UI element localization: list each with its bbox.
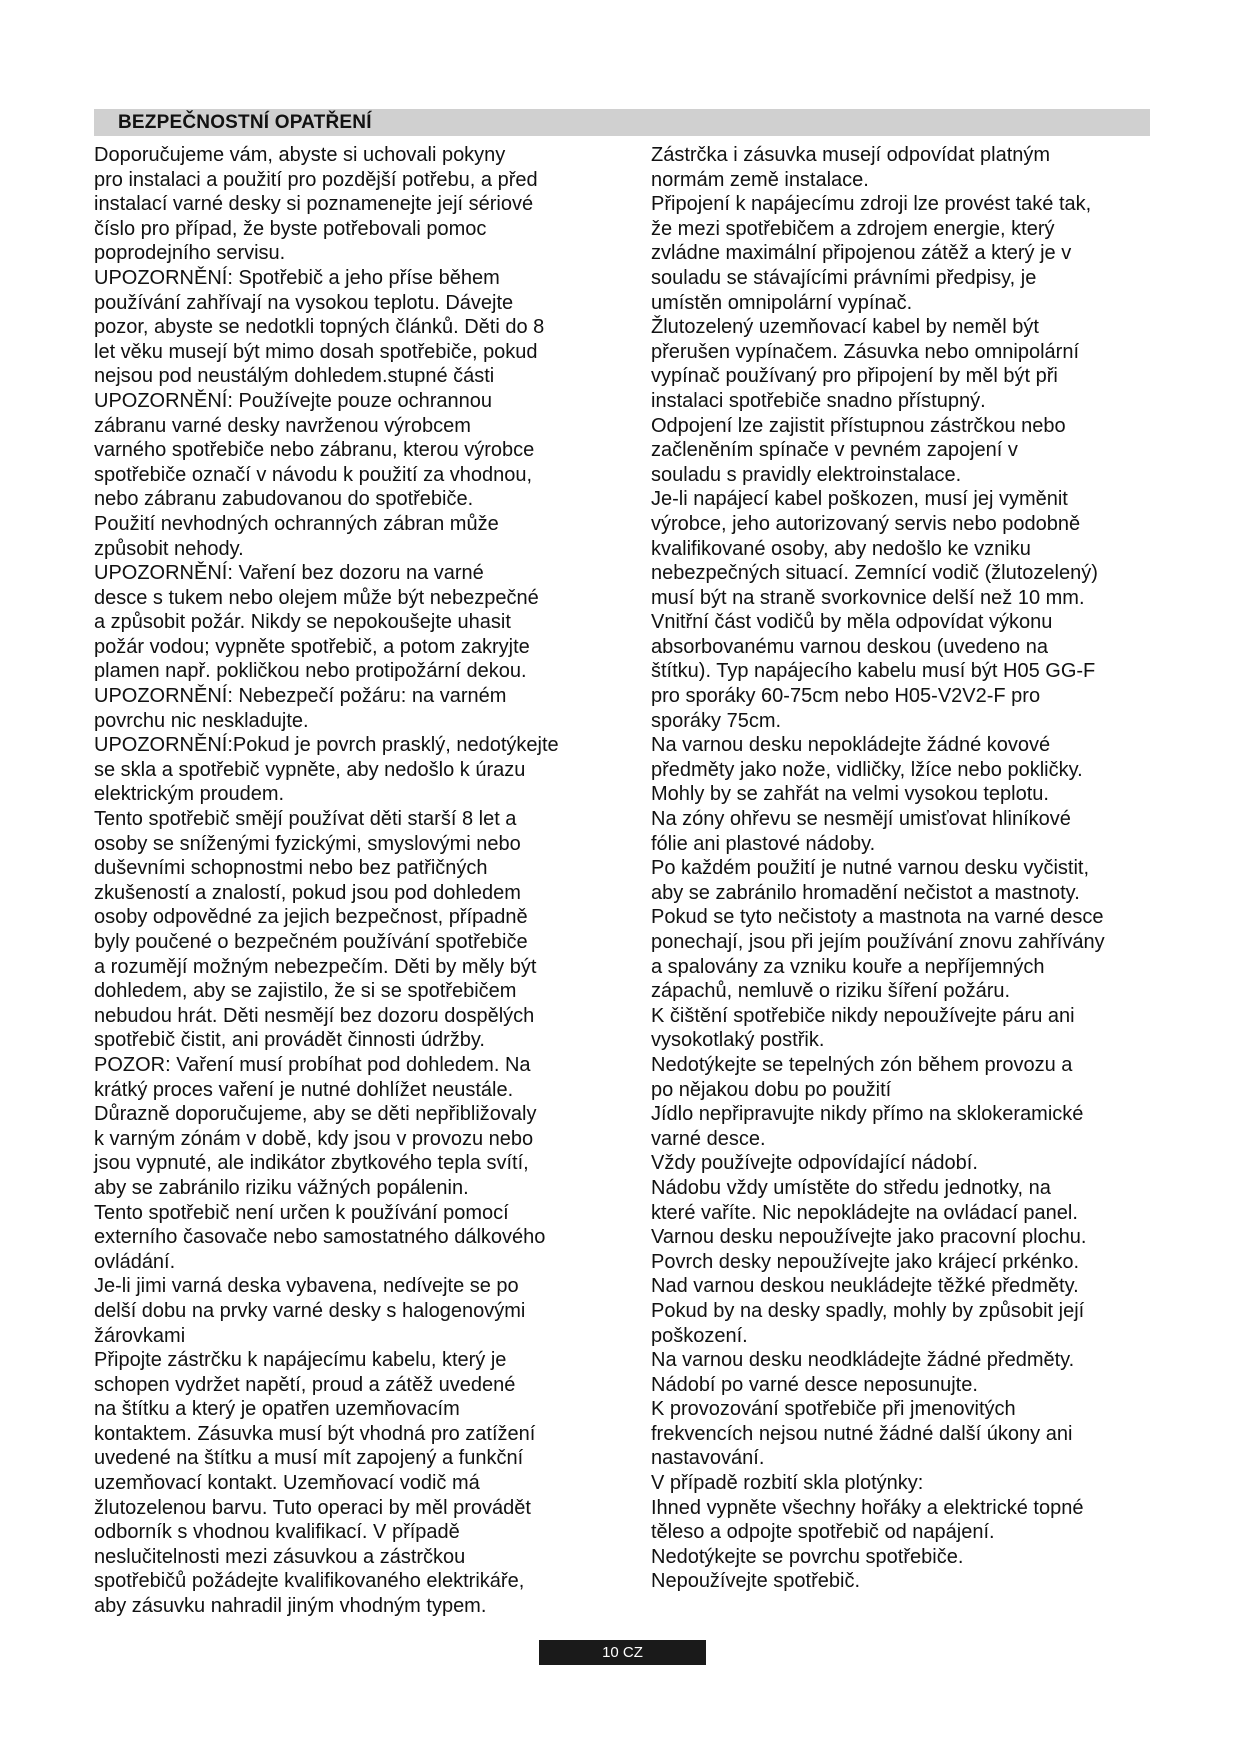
text-line: Doporučujeme vám, abyste si uchovali pokyny [94, 144, 506, 166]
text-line: umístěn omnipolární vypínač. [651, 291, 913, 314]
text-line: Důrazně doporučujeme, aby se děti nepřibližovaly [94, 1103, 537, 1126]
text-line: Nedotýkejte se povrchu spotřebiče. [651, 1545, 964, 1568]
text-line: poškození. [651, 1324, 748, 1347]
text-line: Je-li jimi varná deska vybavena, nedívejte se po [94, 1275, 519, 1298]
text-line: instalaci spotřebiče snadno přístupný. [651, 389, 986, 412]
text-line: začleněním spínače v pevném zapojení v [651, 439, 1018, 462]
text-line: ovládání. [94, 1250, 176, 1273]
text-line: Připojte zástrčku k napájecímu kabelu, který je [94, 1349, 507, 1372]
right-text-column [651, 143, 1171, 1594]
text-line: UPOZORNĚNÍ: Nebezpečí požáru: na varném [94, 685, 507, 708]
text-line: sporáky 75cm. [651, 709, 782, 732]
text-line: požár vodou; vypněte spotřebič, a potom zakryjte [94, 635, 530, 658]
text-line: Mohly by se zahřát na velmi vysokou teplotu. [651, 783, 1049, 806]
text-line: předměty jako nože, vidličky, lžíce nebo pokličky. [651, 758, 1083, 781]
text-line: Tento spotřebič smějí používat děti starší 8 let a [94, 808, 517, 831]
text-line: Varnou desku nepoužívejte jako pracovní plochu. [651, 1226, 1087, 1249]
text-line: frekvencích nejsou nutné žádné další úkony ani [651, 1422, 1073, 1445]
text-line: souladu se stávajícími právními předpisy, je [651, 266, 1037, 289]
text-line: souladu s pravidly elektroinstalace. [651, 463, 962, 486]
text-line: odborník s vhodnou kvalifikací. V případě [94, 1521, 460, 1544]
text-line: ponechají, jsou při jejím používání znovu zahřívány [651, 931, 1105, 953]
text-line: Pokud by na desky spadly, mohly by způsobit její [651, 1299, 1085, 1322]
text-line: a rozumějí možným nebezpečím. Děti by měly být [94, 955, 537, 978]
text-line: uvedené na štítku a musí mít zapojený a funkční [94, 1447, 524, 1470]
text-line: nebezpečných situací. Zemnící vodič (žlutozelený) [651, 562, 1098, 585]
text-line: nejsou pod neustálým dohledem.stupné části [94, 365, 495, 388]
text-line: na štítku a který je opatřen uzemňovacím [94, 1398, 460, 1421]
text-line: desce s tukem nebo olejem může být nebezpečné [94, 586, 539, 609]
text-line: UPOZORNĚNÍ: Používejte pouze ochrannou [94, 389, 492, 412]
text-line: povrchu nic neskladujte. [94, 709, 309, 732]
text-line: V případě rozbití skla plotýnky: [651, 1472, 924, 1495]
text-line: spotřebiče označí v návodu k použití za vhodnou, [94, 463, 533, 486]
text-line: osoby odpovědné za jejich bezpečnost, případně [94, 906, 528, 929]
text-line: neslučitelnosti mezi zásuvkou a zástrčkou [94, 1545, 466, 1568]
text-line: absorbovanému varnou deskou (uvedeno na [651, 635, 1048, 658]
text-line: spotřebič čistit, ani provádět činnosti údržby. [94, 1029, 485, 1052]
text-line: číslo pro případ, že byste potřebovali pomoc [94, 217, 487, 240]
text-line: zábranu varné desky navrženou výrobcem [94, 414, 471, 437]
text-line: UPOZORNĚNÍ: Spotřebič a jeho příse během [94, 266, 500, 289]
text-line: které vaříte. Nic nepokládejte na ovládací panel. [651, 1201, 1078, 1224]
page-number-badge: 10 CZ [539, 1640, 706, 1665]
text-line: aby se zabránilo hromadění nečistot a mastnoty. [651, 881, 1080, 904]
text-line: k varným zónám v době, kdy jsou v provozu nebo [94, 1127, 534, 1150]
text-line: delší dobu na prvky varné desky s halogenovými [94, 1299, 526, 1322]
text-line: způsobit nehody. [94, 537, 244, 560]
text-line: Na zóny ohřevu se nesmějí umisťovat hliníkové [651, 808, 1071, 831]
text-line: byly poučené o bezpečném používání spotřebiče [94, 931, 528, 953]
text-line: zvládne maximální připojenou zátěž a který je v [651, 242, 1072, 265]
text-line: krátký proces vaření je nutné dohlížet neustále. [94, 1078, 514, 1101]
text-line: Vždy používejte odpovídající nádobí. [651, 1152, 978, 1175]
text-line: varného spotřebiče nebo zábranu, kterou výrobce [94, 439, 535, 462]
text-line: UPOZORNĚNÍ:Pokud je povrch prasklý, nedotýkejte [94, 734, 559, 757]
text-line: schopen vydržet napětí, proud a zátěž uvedené [94, 1373, 516, 1396]
text-line: Povrch desky nepoužívejte jako krájecí prkénko. [651, 1250, 1079, 1273]
section-header-bar [94, 109, 1150, 136]
text-line: Žlutozelený uzemňovací kabel by neměl být [651, 316, 1039, 339]
text-line: musí být na straně svorkovnice delší než 10 mm. [651, 586, 1085, 609]
text-line: nebudou hrát. Děti nesmějí bez dozoru dospělých [94, 1004, 535, 1027]
text-line: spotřebičů požádejte kvalifikovaného elektrikáře, [94, 1570, 525, 1593]
text-line: Na varnou desku neodkládejte žádné předměty. [651, 1349, 1075, 1372]
text-line: pozor, abyste se nedotkli topných článků. Děti do 8 [94, 316, 545, 339]
text-line: Pokud se tyto nečistoty a mastnota na varné desce [651, 906, 1104, 929]
text-line: a spalovány za vzniku kouře a nepříjemných [651, 955, 1045, 978]
text-line: vypínač používaný pro připojení by měl být při [651, 365, 1058, 388]
text-line: Nepoužívejte spotřebič. [651, 1570, 861, 1593]
text-line: UPOZORNĚNÍ: Vaření bez dozoru na varné [94, 562, 484, 585]
text-line: používání zahřívají na vysokou teplotu. Dávejte [94, 291, 514, 314]
text-line: Odpojení lze zajistit přístupnou zástrčkou nebo [651, 414, 1066, 437]
text-line: Zástrčka i zásuvka musejí odpovídat platným [651, 144, 1051, 166]
text-line: výrobce, jeho autorizovaný servis nebo podobně [651, 512, 1081, 535]
text-line: Po každém použití je nutné varnou desku vyčistit, [651, 857, 1090, 880]
text-line: a způsobit požár. Nikdy se nepokoušejte uhasit [94, 611, 511, 634]
text-line: Ihned vypněte všechny hořáky a elektrické topné [651, 1496, 1084, 1519]
text-line: se skla a spotřebič vypněte, aby nedošlo k úrazu [94, 758, 526, 781]
text-line: kontaktem. Zásuvka musí být vhodná pro zatížení [94, 1422, 536, 1445]
text-line: uzemňovací kontakt. Uzemňovací vodič má [94, 1472, 480, 1495]
text-line: normám země instalace. [651, 168, 869, 191]
text-line: žlutozelenou barvu. Tuto operaci by měl provádět [94, 1496, 531, 1519]
text-line: K čištění spotřebiče nikdy nepoužívejte páru ani [651, 1004, 1075, 1027]
text-line: přerušen vypínačem. Zásuvka nebo omnipolární [651, 340, 1080, 363]
text-line: Jídlo nepřipravujte nikdy přímo na sklokeramické [651, 1103, 1084, 1126]
text-line: kvalifikované osoby, aby nedošlo ke vzniku [651, 537, 1031, 560]
text-line: Připojení k napájecímu zdroji lze provést také tak, [651, 193, 1092, 216]
text-line: Vnitřní část vodičů by měla odpovídat výkonu [651, 611, 1053, 634]
text-line: K provozování spotřebiče při jmenovitých [651, 1398, 1016, 1421]
text-line: Nádobí po varné desce neposunujte. [651, 1373, 978, 1396]
text-line: instalací varné desky si poznamenejte její sériové [94, 193, 534, 216]
text-line: žárovkami [94, 1324, 186, 1347]
text-line: plamen např. pokličkou nebo protipožární dekou. [94, 660, 527, 683]
text-line: aby zásuvku nahradil jiným vhodným typem. [94, 1595, 487, 1618]
text-line: nastavování. [651, 1447, 765, 1470]
text-line: externího časovače nebo samostatného dálkového [94, 1226, 546, 1249]
text-line: aby se zabránilo riziku vážných popálenin. [94, 1176, 469, 1199]
text-line: pro sporáky 60-75cm nebo H05-V2V2-F pro [651, 685, 1041, 708]
text-line: těleso a odpojte spotřebič od napájení. [651, 1521, 995, 1544]
text-line: osoby se sníženými fyzickými, smyslovými nebo [94, 832, 521, 855]
text-line: varné desce. [651, 1127, 766, 1150]
text-line: let věku musejí být mimo dosah spotřebiče, pokud [94, 340, 538, 363]
text-line: elektrickým proudem. [94, 783, 285, 806]
text-line: Na varnou desku nepokládejte žádné kovové [651, 734, 1051, 757]
text-line: pro instalaci a použití pro pozdější potřebu, a před [94, 168, 538, 191]
text-line: po nějakou dobu po použití [651, 1078, 892, 1101]
left-text-column [94, 143, 618, 1619]
text-line: zápachů, nemluvě o riziku šíření požáru. [651, 980, 1011, 1003]
text-line: Nedotýkejte se tepelných zón během provozu a [651, 1053, 1073, 1076]
text-line: že mezi spotřebičem a zdrojem energie, který [651, 217, 1055, 240]
text-line: fólie ani plastové nádoby. [651, 832, 876, 855]
text-line: duševními schopnostmi nebo bez patřičných [94, 857, 488, 880]
text-line: Je-li napájecí kabel poškozen, musí jej vyměnit [651, 488, 1068, 511]
text-line: jsou vypnuté, ale indikátor zbytkového tepla svítí, [94, 1152, 529, 1175]
text-line: zkušeností a znalostí, pokud jsou pod dohledem [94, 881, 521, 904]
text-line: Nádobu vždy umístěte do středu jednotky, na [651, 1176, 1051, 1199]
section-title: BEZPEČNOSTNÍ OPATŘENÍ [118, 112, 372, 133]
text-line: štítku). Typ napájecího kabelu musí být H05 GG-F [651, 660, 1096, 683]
text-line: vysokotlaký postřik. [651, 1029, 825, 1052]
text-line: Použití nevhodných ochranných zábran může [94, 512, 499, 535]
text-line: Nad varnou deskou neukládejte těžké předměty. [651, 1275, 1079, 1298]
text-line: poprodejního servisu. [94, 242, 286, 265]
text-line: POZOR: Vaření musí probíhat pod dohledem. Na [94, 1053, 531, 1076]
text-line: nebo zábranu zabudovanou do spotřebiče. [94, 488, 474, 511]
text-line: dohledem, aby se zajistilo, že si se spotřebičem [94, 980, 517, 1003]
text-line: Tento spotřebič není určen k používání pomocí [94, 1201, 509, 1224]
